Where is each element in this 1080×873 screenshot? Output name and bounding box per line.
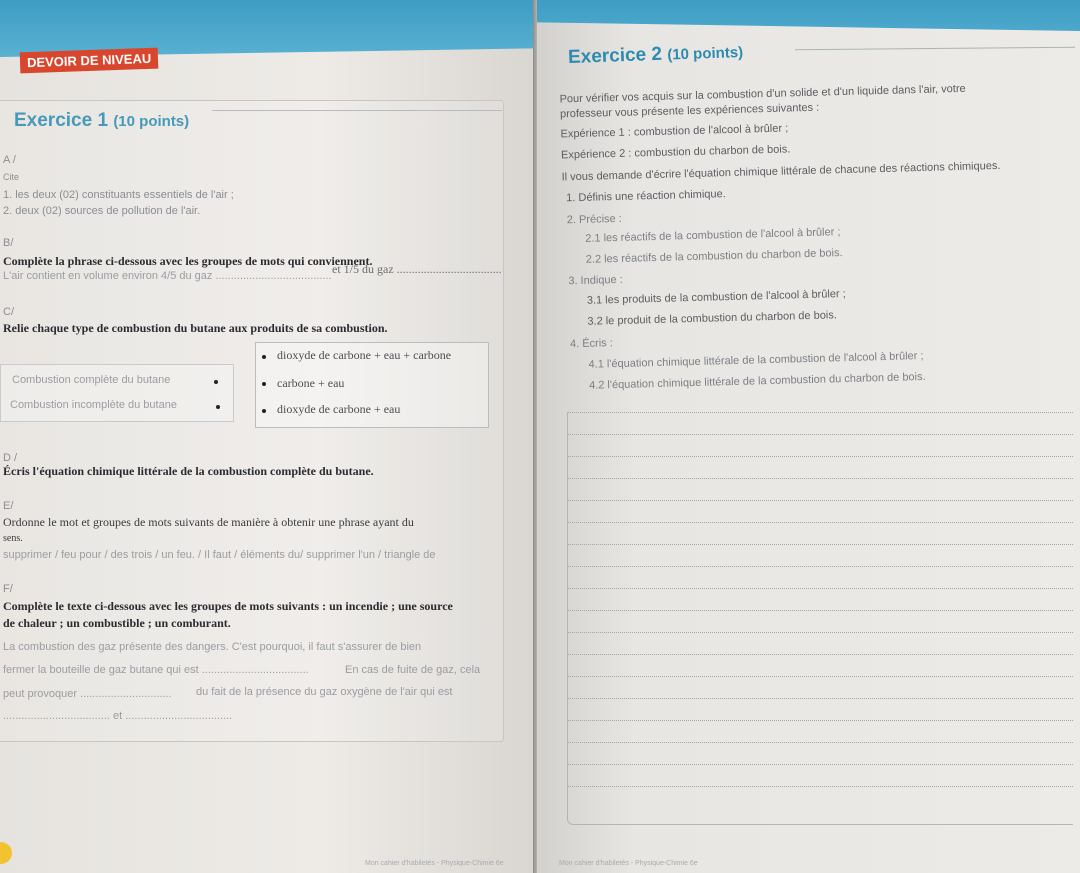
answer-line [568, 676, 1073, 677]
question-4: 4. Écris : [569, 337, 613, 351]
part-b-label: B/ [3, 237, 14, 249]
part-a-instruction: Cite [3, 172, 20, 182]
experience-2: Expérience 2 : combustion du charbon de bois. [560, 143, 791, 162]
answer-line [568, 478, 1073, 479]
answer-lines-area[interactable] [567, 412, 1073, 825]
part-d-instruction: Écris l'équation chimique littérale de la combustion complète du butane. [3, 464, 374, 478]
part-f-text-3-end: du fait de la présence du gaz oxygène de l'air qui est [196, 686, 453, 698]
product-2: carbone + eau [277, 376, 345, 390]
part-e-instruction: Ordonne le mot et groupes de mots suivants de manière à obtenir une phrase ayant du [3, 515, 414, 529]
answer-line [568, 500, 1073, 501]
part-d-label: D / [3, 452, 18, 464]
left-page [0, 0, 535, 873]
right-footer: Mon cahier d'habiletés - Physique-Chimie 6e [559, 860, 698, 867]
question-2-1: 2.1 les réactifs de la combustion de l'alcool à brûler ; [585, 226, 841, 245]
part-f-instruction: Complète le texte ci-dessous avec les groupes de mots suivants : un incendie ; une source [3, 599, 453, 613]
answer-line [568, 412, 1073, 413]
question-1: 1. Définis une réaction chimique. [566, 188, 726, 205]
answer-line [568, 698, 1073, 699]
part-f-text-4: ................................... et ................................... [3, 710, 233, 722]
answer-line [568, 566, 1073, 567]
exercise-2-label: Exercice 2 [567, 43, 663, 69]
part-e-label: E/ [3, 500, 14, 512]
combustion-type-box [0, 364, 234, 422]
intro-line-1: Pour vérifier vos acquis sur la combustion d'un solide et d'un liquide dans l'air, votre [559, 82, 966, 106]
answer-line [568, 588, 1073, 589]
exercise-1-label: Exercice 1 [14, 110, 109, 131]
match-dot-right-1[interactable] [262, 355, 266, 359]
match-dot-left-2[interactable] [216, 405, 220, 409]
question-3: 3. Indique : [568, 273, 623, 288]
part-f-text-3-start: peut provoquer .............................. [3, 688, 172, 700]
part-f-text-2-start: fermer la bouteille de gaz butane qui est ................................... [3, 664, 309, 676]
match-dot-left-1[interactable] [214, 380, 218, 384]
part-c-instruction: Relie chaque type de combustion du butane aux produits de sa combustion. [3, 321, 388, 335]
intro-line-2: professeur vous présente les expériences suivantes : [559, 101, 820, 121]
part-a-item-2: 2. deux (02) sources de pollution de l'air. [3, 205, 201, 217]
product-3: dioxyde de carbone + eau [277, 402, 401, 416]
answer-line [568, 456, 1073, 457]
devoir-tag: DEVOIR DE NIVEAU [20, 48, 159, 74]
match-dot-right-2[interactable] [262, 382, 266, 386]
left-footer: Mon cahier d'habiletés - Physique-Chimie 6e [365, 860, 504, 867]
answer-line [568, 720, 1073, 721]
part-c-label: C/ [3, 306, 14, 318]
experience-1: Expérience 1 : combustion de l'alcool à brûler ; [560, 122, 789, 141]
answer-line [568, 434, 1073, 435]
part-b-instruction: Complète la phrase ci-dessous avec les groupes de mots qui conviennent. [3, 254, 373, 268]
answer-line [568, 632, 1073, 633]
part-f-text-2-end: En cas de fuite de gaz, cela [345, 664, 481, 676]
combustion-complete: Combustion complète du butane [12, 374, 171, 386]
exercise-2-points: (10 points) [667, 43, 744, 64]
part-a-item-1: 1. les deux (02) constituants essentiels de l'air ; [3, 189, 234, 201]
answer-line [568, 610, 1073, 611]
combustion-incomplete: Combustion incomplète du butane [10, 399, 177, 411]
exercise-1-points: (10 points) [113, 113, 190, 130]
answer-line [568, 544, 1073, 545]
question-2-2: 2.2 les réactifs de la combustion du charbon de bois. [585, 247, 843, 266]
right-page [537, 0, 1080, 873]
part-f-instruction-end: de chaleur ; un combustible ; un comburant. [3, 616, 231, 630]
part-b-sentence-end: et 1/5 du gaz ................................... [332, 262, 502, 276]
answer-line [568, 522, 1073, 523]
part-f-label: F/ [3, 583, 13, 595]
question-3-1: 3.1 les produits de la combustion de l'alcool à brûler ; [586, 288, 846, 307]
question-2: 2. Précise : [566, 212, 622, 227]
question-4-2: 4.2 l'équation chimique littérale de la combustion du charbon de bois. [588, 370, 926, 392]
part-e-instruction-end: sens. [3, 533, 23, 544]
answer-line [568, 742, 1073, 743]
part-f-text-1: La combustion des gaz présente des dangers. C'est pourquoi, il faut s'assurer de bien [3, 641, 422, 653]
corner-yellow-circle [0, 842, 12, 864]
part-a-label: A / [3, 154, 16, 166]
demand-text: Il vous demande d'écrire l'équation chimique littérale de chacune des réactions chimiques. [561, 159, 1001, 184]
product-1: dioxyde de carbone + eau + carbone [277, 348, 452, 362]
part-e-words: supprimer / feu pour / des trois / un feu. / Il faut / éléments du/ supprimer l'un / triangle de [3, 549, 436, 561]
answer-line [568, 654, 1073, 655]
part-b-sentence-start: L'air contient en volume environ 4/5 du gaz ...................................... [3, 270, 332, 282]
question-3-2: 3.2 le produit de la combustion du charbon de bois. [587, 309, 838, 328]
question-4-1: 4.1 l'équation chimique littérale de la combustion de l'alcool à brûler ; [588, 350, 924, 371]
match-dot-right-3[interactable] [262, 409, 266, 413]
answer-line [568, 786, 1073, 787]
answer-line [568, 764, 1073, 765]
